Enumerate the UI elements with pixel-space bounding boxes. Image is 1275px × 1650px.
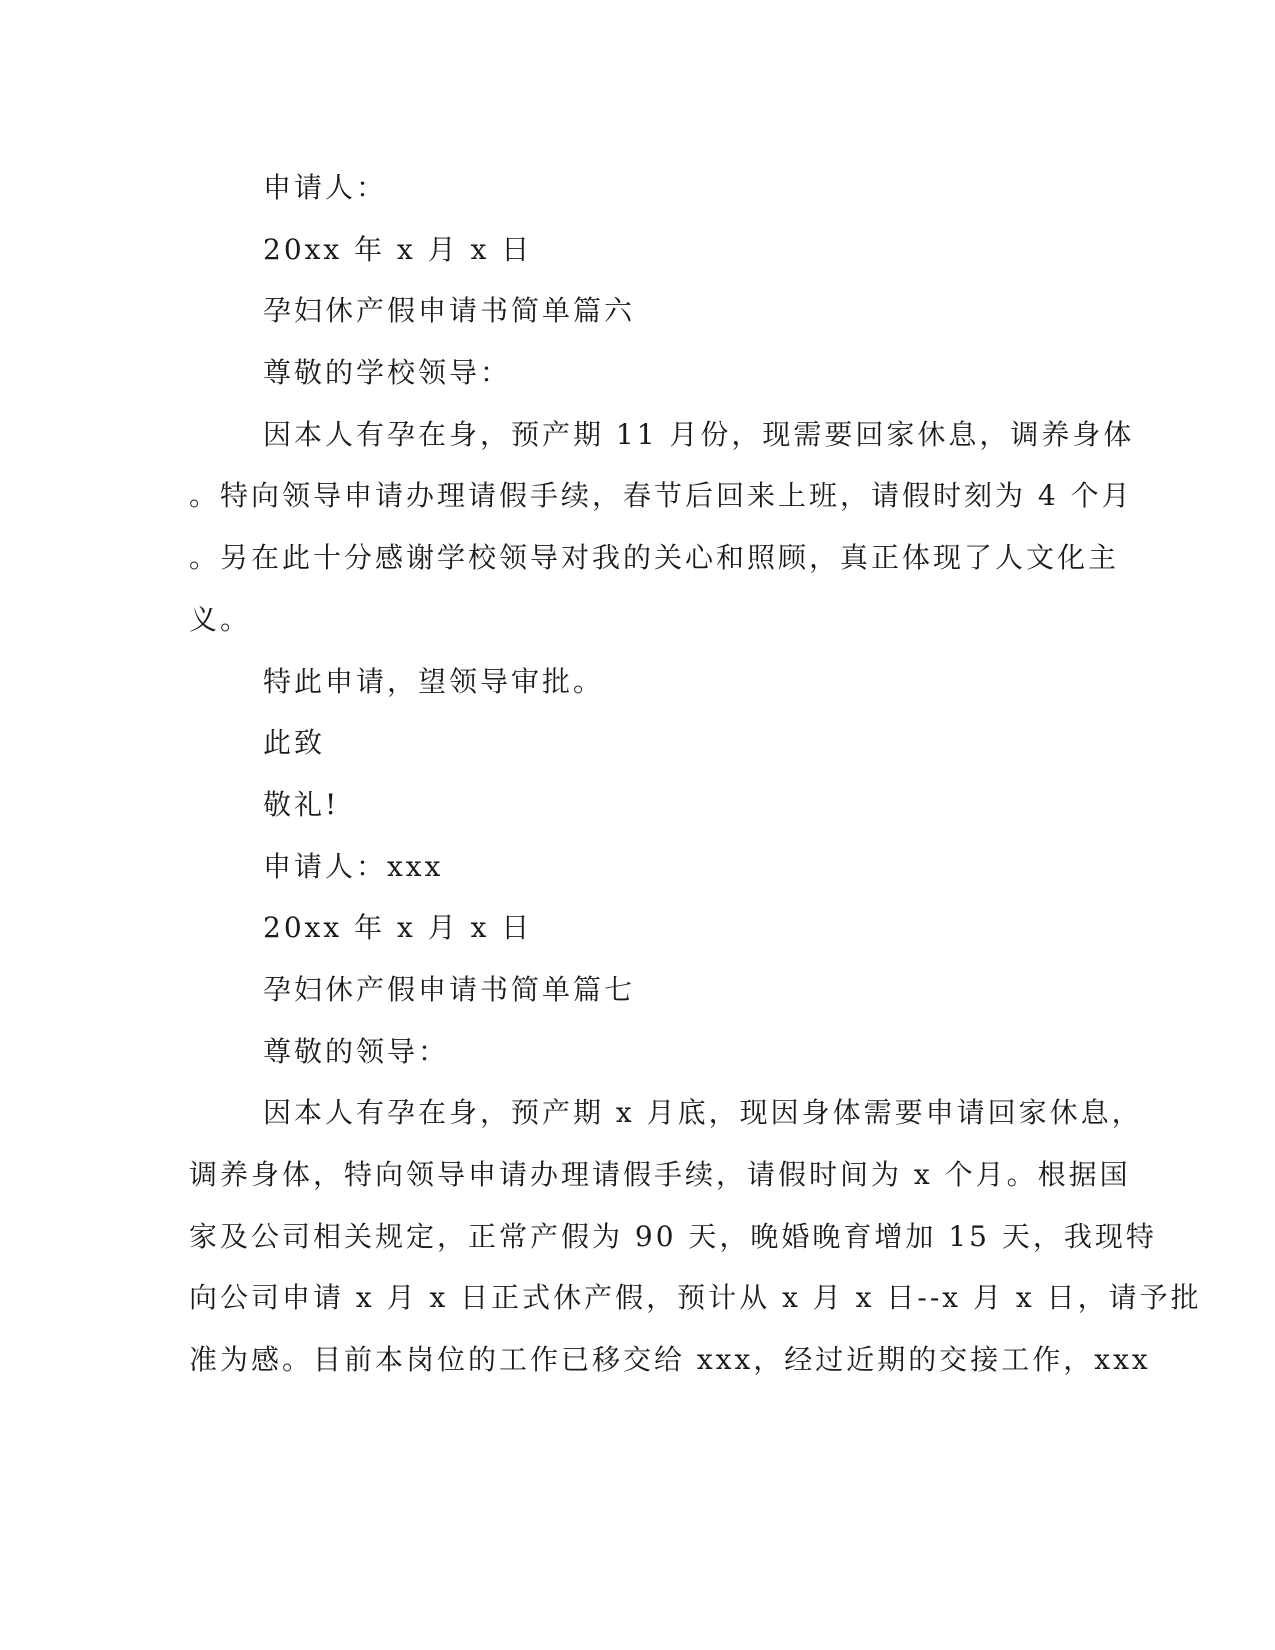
body-line-6-4: 义。 <box>189 602 252 636</box>
applicant-label: 申请人： <box>263 171 388 204</box>
body-line-7-2: 调养身体，特向领导申请办理请假手续，请假时间为 x 个月。根据国 <box>189 1158 1131 1191</box>
date-line-6: 20xx 年 x 月 x 日 <box>263 911 533 945</box>
document-text <box>189 157 1202 1391</box>
request-line-6: 特此申请，望领导审批。 <box>263 664 605 698</box>
applicant-line-6: 申请人：xxx <box>263 849 444 883</box>
body-line-6-2: 。特向领导申请办理请假手续，春节后回来上班，请假时刻为 4 个月 <box>189 479 1133 513</box>
body-line-7-4: 向公司申请 x 月 x 日正式休产假，预计从 x 月 x 日--x 月 x 日，请予批 <box>189 1281 1202 1315</box>
body-line-7-5: 准为感。目前本岗位的工作已移交给 xxx，经过近期的交接工作，xxx <box>189 1343 1151 1377</box>
section-title-7: 孕妇休产假申请书简单篇七 <box>263 972 636 1006</box>
body-line-7-1: 因本人有孕在身，预产期 x 月底，现因身体需要申请回家休息， <box>263 1096 1143 1130</box>
closing-line-6b: 敬礼! <box>263 787 340 821</box>
date-line: 20xx 年 x 月 x 日 <box>263 232 533 266</box>
body-line-7-3: 家及公司相关规定，正常产假为 90 天，晚婚晚育增加 15 天，我现特 <box>189 1219 1157 1253</box>
body-line-6-3: 。另在此十分感谢学校领导对我的关心和照顾，真正体现了人文化主 <box>189 541 1120 575</box>
salutation-7: 尊敬的领导： <box>263 1034 450 1068</box>
salutation-6: 尊敬的学校领导： <box>263 356 512 390</box>
body-line-6-1: 因本人有孕在身，预产期 11 月份，现需要回家休息，调养身体 <box>263 417 1135 451</box>
closing-line-6a: 此致 <box>263 726 326 760</box>
section-title-6: 孕妇休产假申请书简单篇六 <box>263 294 636 328</box>
